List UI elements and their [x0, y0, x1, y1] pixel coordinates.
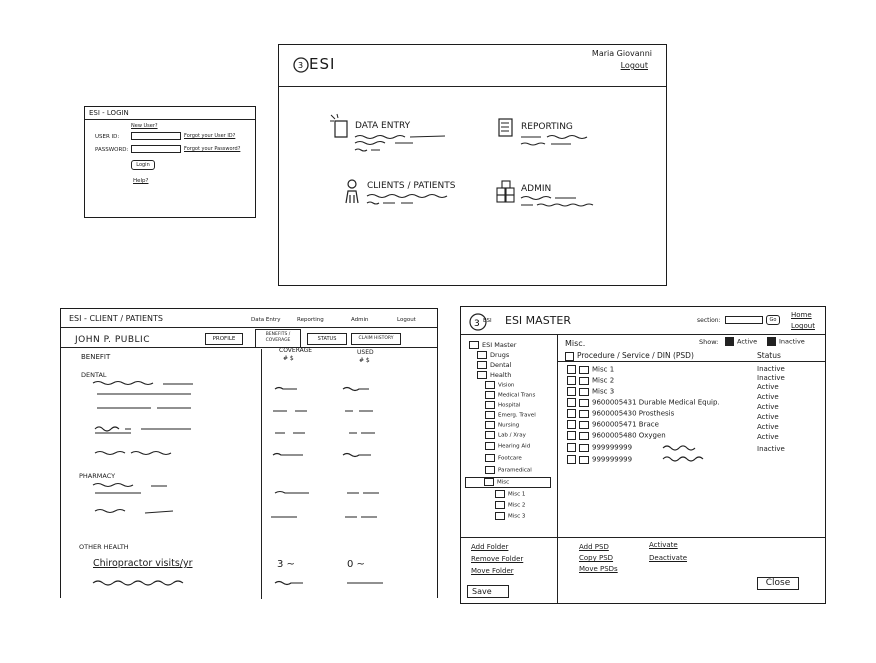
tree-item-drugs[interactable] — [477, 351, 509, 359]
list-item[interactable] — [567, 376, 614, 385]
folder-icon — [485, 381, 495, 389]
tile-admin-label: ADMIN — [521, 184, 552, 194]
show-inactive-label: Inactive — [779, 337, 805, 346]
clients-window — [60, 308, 438, 598]
section-pharmacy: PHARMACY — [79, 472, 116, 480]
password-label: PASSWORD: — [95, 147, 129, 153]
row-status: Active — [757, 383, 779, 391]
login-button-label: Login — [136, 162, 150, 168]
tree-item-misc-3[interactable] — [495, 512, 525, 520]
document-icon — [579, 366, 589, 374]
user-id-label: USER ID: — [95, 134, 120, 140]
psd-actions-rule — [557, 537, 825, 538]
show-label: Show: — [699, 338, 719, 346]
tab-benefits-label: BENEFITS / COVERAGE — [265, 332, 291, 343]
folder-icon — [485, 411, 495, 419]
document-icon — [579, 432, 589, 440]
tab-claim-history[interactable] — [351, 333, 401, 345]
row-status: Active — [757, 413, 779, 421]
folder-icon — [477, 351, 487, 359]
admin-icon — [495, 179, 517, 203]
folder-icon — [469, 341, 479, 349]
row-name: 9600005430 Prosthesis — [592, 409, 675, 418]
tile-clients-scribble — [367, 193, 467, 211]
folder-icon — [477, 361, 487, 369]
row-status: Active — [757, 433, 779, 441]
section-select[interactable] — [725, 316, 763, 324]
login-title: ESI - LOGIN — [89, 109, 129, 117]
col-coverage-unit: # $ — [283, 355, 294, 362]
tree-item-hospital[interactable] — [485, 401, 520, 409]
login-window — [84, 106, 256, 218]
forgot-password-link[interactable]: Forgot your Password? — [184, 146, 241, 152]
row-name: 999999999 — [592, 443, 633, 452]
tree-item-vision[interactable] — [485, 381, 514, 389]
move-folder-link[interactable]: Move Folder — [471, 567, 514, 575]
go-button[interactable] — [766, 315, 780, 325]
list-item[interactable] — [567, 387, 614, 396]
row-checkbox[interactable] — [567, 398, 576, 407]
list-item[interactable] — [567, 431, 666, 440]
show-active-checkbox[interactable] — [725, 337, 757, 346]
row-status: Inactive — [757, 365, 785, 373]
row-status: Active — [757, 403, 779, 411]
row-status: Inactive — [757, 445, 785, 453]
col-coverage-header: COVERAGE — [279, 347, 313, 354]
master-header-rule — [461, 334, 825, 335]
tree-item-label: Drugs — [490, 351, 510, 359]
tile-data-entry-label: DATA ENTRY — [355, 121, 411, 131]
home-link[interactable]: Home — [791, 311, 812, 319]
chiro-label: Chiropractor visits/yr — [93, 558, 193, 569]
login-title-rule — [85, 119, 255, 120]
list-item[interactable] — [567, 365, 614, 374]
folder-icon — [485, 391, 495, 399]
move-psds-link[interactable]: Move PSDs — [579, 565, 618, 573]
row-status: Active — [757, 423, 779, 431]
tile-data-entry[interactable] — [329, 113, 459, 161]
folder-icon — [485, 421, 495, 429]
remove-folder-link[interactable]: Remove Folder — [471, 555, 524, 563]
benefit-rows-scribble — [91, 381, 421, 531]
tree-item-label: Misc 3 — [508, 513, 526, 520]
nav-data-entry[interactable]: Data Entry — [251, 317, 281, 323]
tree-item-label: ESI Master — [482, 341, 517, 349]
tree-item-nursing[interactable] — [485, 421, 519, 429]
tree-item-label: Vision — [498, 382, 515, 389]
clients-header-rule — [61, 327, 437, 328]
row-checkbox[interactable] — [567, 431, 576, 440]
add-folder-link[interactable]: Add Folder — [471, 543, 509, 551]
user-id-input[interactable] — [131, 132, 181, 140]
list-item[interactable] — [567, 443, 632, 452]
folder-icon — [485, 466, 495, 474]
tree-item-lab-xray[interactable] — [485, 431, 526, 439]
tile-clients-patients[interactable] — [343, 179, 483, 219]
tile-admin-scribble — [521, 195, 621, 209]
tree-item-label: Hearing Aid — [498, 443, 531, 450]
svg-text:3: 3 — [474, 319, 480, 329]
tile-reporting[interactable] — [497, 117, 627, 161]
checkbox-checked-icon — [767, 337, 776, 346]
home-header-rule — [279, 86, 666, 87]
col-benefit-header: BENEFIT — [81, 353, 111, 361]
tree-item-label: Paramedical — [498, 467, 532, 474]
row-checkbox[interactable] — [567, 376, 576, 385]
master-logo-text: ESI — [483, 318, 492, 324]
patient-name: JOHN P. PUBLIC — [75, 335, 150, 345]
tree-item-label: Footcare — [498, 455, 522, 462]
tree-item-emerg-travel[interactable] — [485, 411, 536, 419]
document-icon — [579, 410, 589, 418]
row-name: 999999999 — [592, 455, 633, 464]
esi-logo-icon — [293, 57, 309, 73]
save-button-label: Save — [472, 587, 492, 596]
home-logo-text: ESI — [309, 55, 336, 73]
login-button[interactable] — [131, 160, 155, 170]
folder-icon — [485, 431, 495, 439]
document-icon — [579, 377, 589, 385]
tree-item-medical-trans[interactable] — [485, 391, 535, 399]
select-all-checkbox[interactable] — [565, 352, 574, 361]
row-checkbox[interactable] — [567, 420, 576, 429]
section-dental: DENTAL — [81, 371, 107, 379]
folder-icon — [485, 401, 495, 409]
tile-admin[interactable] — [495, 179, 635, 219]
list-item[interactable] — [567, 455, 632, 464]
folder-icon — [495, 512, 505, 520]
save-button[interactable] — [467, 585, 509, 598]
forgot-user-id-link[interactable]: Forgot your User ID? — [184, 133, 236, 139]
list-item[interactable] — [567, 398, 720, 407]
tree-actions-rule — [461, 537, 557, 538]
document-icon — [579, 399, 589, 407]
section-other-health: OTHER HEALTH — [79, 543, 129, 551]
document-icon — [579, 456, 589, 464]
tab-status[interactable] — [307, 333, 347, 345]
tree-item-misc-2[interactable] — [495, 501, 525, 509]
tree-item-label: Misc 1 — [508, 491, 526, 498]
password-input[interactable] — [131, 145, 181, 153]
document-icon — [579, 444, 589, 452]
user-name: Maria Giovanni — [591, 49, 652, 58]
col-status-header: Status — [757, 351, 781, 360]
tree-item-esi-master[interactable] — [469, 341, 516, 349]
tree-item-dental[interactable] — [477, 361, 511, 369]
row-checkbox[interactable] — [567, 365, 576, 374]
list-header-rule — [557, 361, 825, 362]
checkbox-checked-icon — [725, 337, 734, 346]
tree-item-label: Health — [490, 371, 512, 379]
new-user-link[interactable]: New User? — [131, 123, 158, 129]
master-logout-link[interactable]: Logout — [791, 322, 815, 330]
tile-data-entry-scribble — [355, 133, 450, 155]
clients-icon — [343, 179, 361, 205]
chiro-coverage: 3 ~ — [277, 559, 295, 570]
row-scribble — [661, 443, 721, 467]
close-button-label: Close — [765, 578, 791, 588]
document-icon — [579, 421, 589, 429]
tree-item-hearing-aid[interactable] — [485, 442, 530, 450]
col-procedure-header[interactable] — [565, 351, 694, 361]
row-checkbox[interactable] — [567, 443, 576, 452]
tree-item-paramedical[interactable] — [485, 466, 532, 474]
master-window — [460, 306, 826, 604]
row-name: Misc 2 — [592, 376, 615, 385]
folder-icon — [477, 371, 487, 379]
tile-clients-label: CLIENTS / PATIENTS — [367, 181, 456, 191]
tabs-rule — [61, 347, 437, 348]
tree-item-label: Lab / Xray — [498, 432, 526, 439]
nav-reporting[interactable]: Reporting — [297, 317, 324, 323]
chiro-used: 0 ~ — [347, 559, 365, 570]
tile-reporting-label: REPORTING — [521, 122, 573, 132]
col-procedure-label: Procedure / Service / DIN (PSD) — [577, 351, 694, 360]
folder-icon — [485, 454, 495, 462]
tab-claim-history-label: CLAIM HISTORY — [358, 336, 394, 341]
tree-item-label: Nursing — [498, 422, 520, 429]
row-name: Misc 3 — [592, 387, 615, 396]
master-logo — [469, 312, 493, 336]
tree-item-label: Dental — [490, 361, 512, 369]
folder-icon — [484, 478, 494, 486]
row-status: Active — [757, 393, 779, 401]
row-name: 9600005471 Brace — [592, 420, 659, 429]
row-checkbox[interactable] — [567, 455, 576, 464]
svg-text:3: 3 — [298, 61, 304, 70]
row-name: 9600005431 Durable Medical Equip. — [592, 398, 720, 407]
deactivate-link[interactable]: Deactivate — [649, 554, 688, 562]
tab-profile[interactable] — [205, 333, 243, 345]
help-link[interactable]: Help? — [133, 178, 149, 184]
col-used-unit: # $ — [359, 357, 370, 364]
tree-item-label: Emerg. Travel — [498, 412, 536, 419]
add-psd-link[interactable]: Add PSD — [579, 543, 609, 551]
nav-logout[interactable]: Logout — [397, 317, 416, 323]
reporting-icon — [497, 117, 517, 139]
tree-item-label: Medical Trans — [498, 392, 536, 399]
tree-item-label: Misc 2 — [508, 502, 526, 509]
col-used-header: USED — [357, 349, 374, 356]
tree-item-misc-1[interactable] — [495, 490, 525, 498]
home-window — [278, 44, 667, 286]
tree-item-health[interactable] — [477, 371, 511, 379]
activate-link[interactable]: Activate — [649, 541, 678, 549]
go-button-label: Go — [769, 317, 777, 323]
tab-benefits-coverage[interactable] — [255, 329, 301, 347]
tree-divider — [557, 335, 558, 603]
list-item[interactable] — [567, 409, 674, 418]
close-button[interactable] — [757, 577, 799, 590]
master-title: ESI MASTER — [505, 314, 571, 327]
show-active-label: Active — [737, 337, 758, 346]
folder-icon — [485, 442, 495, 450]
data-entry-icon — [329, 113, 351, 139]
section-label: section: — [697, 317, 721, 324]
folder-icon — [495, 501, 505, 509]
breadcrumb: Misc. — [565, 339, 586, 348]
tab-status-label: STATUS — [317, 336, 337, 342]
row-status: Inactive — [757, 374, 785, 382]
row-name: Misc 1 — [592, 365, 615, 374]
tree-item-label: Misc — [497, 479, 510, 486]
tab-profile-label: PROFILE — [212, 336, 236, 342]
clients-title: ESI - CLIENT / PATIENTS — [69, 314, 163, 323]
list-item[interactable] — [567, 420, 659, 429]
home-logout-link[interactable]: Logout — [620, 61, 648, 70]
copy-psd-link[interactable]: Copy PSD — [579, 554, 614, 562]
last-row-scribble — [91, 577, 421, 591]
show-inactive-checkbox[interactable] — [767, 337, 805, 346]
tile-reporting-scribble — [521, 134, 616, 150]
folder-icon — [495, 490, 505, 498]
row-checkbox[interactable] — [567, 387, 576, 396]
row-checkbox[interactable] — [567, 409, 576, 418]
tree-item-misc[interactable] — [465, 477, 551, 488]
tree-item-label: Hospital — [498, 402, 521, 409]
document-icon — [579, 388, 589, 396]
row-name: 9600005480 Oxygen — [592, 431, 666, 440]
tree-item-footcare[interactable] — [485, 454, 522, 462]
esi-logo — [293, 57, 309, 77]
nav-admin[interactable]: Admin — [351, 317, 369, 323]
